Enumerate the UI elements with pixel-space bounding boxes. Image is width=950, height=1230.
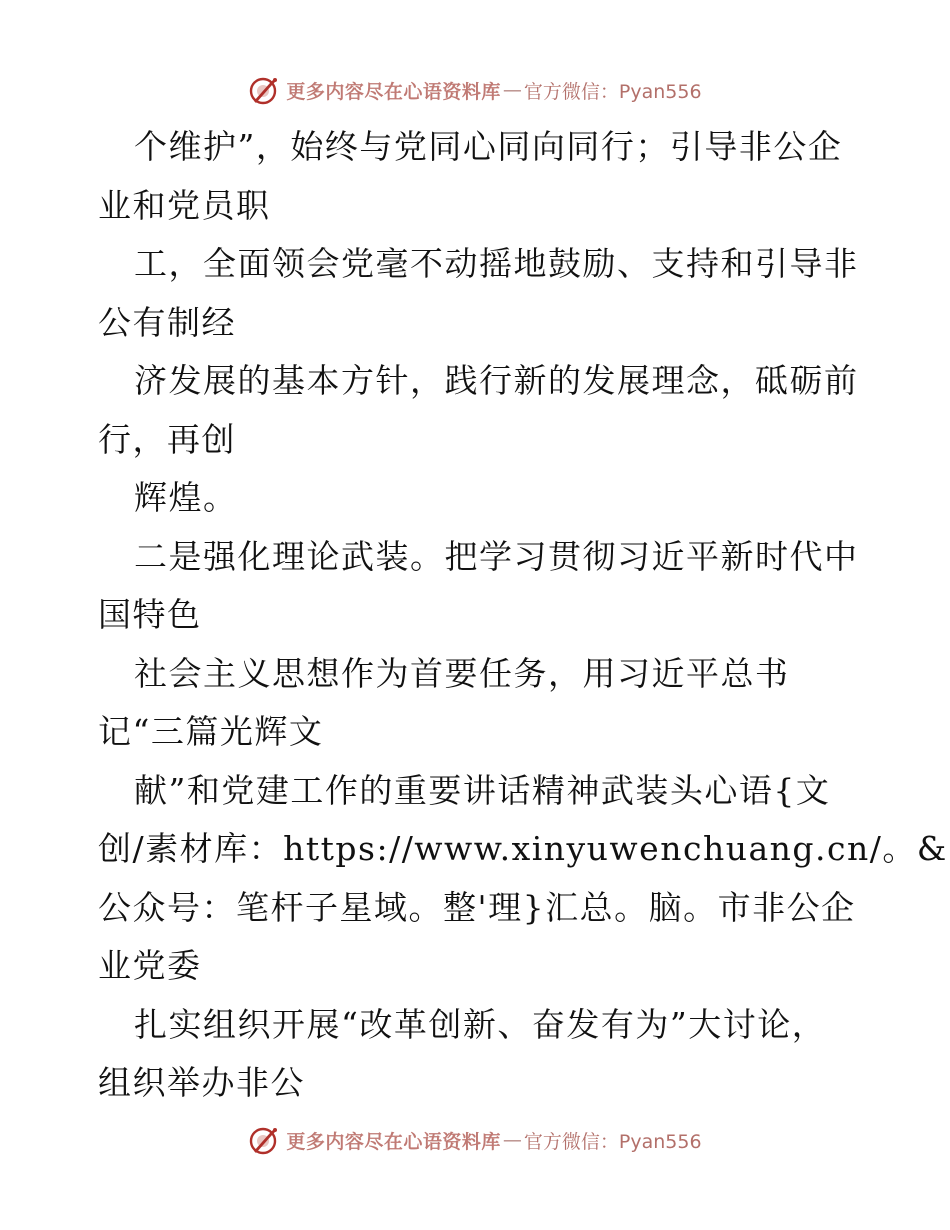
header-watermark bbox=[0, 72, 950, 108]
pen-logo-icon bbox=[248, 74, 280, 106]
watermark-separator: — bbox=[502, 1129, 522, 1151]
text-line: 二是强化理论武装。把学习贯彻习近平新时代中 bbox=[134, 536, 859, 576]
text-line: 业和党员职 bbox=[98, 185, 271, 225]
pen-logo-icon bbox=[248, 1124, 280, 1156]
watermark-site: 更多内容尽在心语资料库 bbox=[286, 80, 501, 103]
text-line: 公众号：笔杆子星域。整'理}汇总。脑。市非公企 bbox=[98, 887, 856, 927]
watermark-contact: 官方微信：Pyan556 bbox=[523, 1130, 702, 1153]
text-line: 行，再创 bbox=[98, 419, 236, 459]
text-line: 社会主义思想作为首要任务，用习近平总书 bbox=[134, 653, 790, 693]
footer-watermark bbox=[0, 1122, 950, 1158]
watermark-contact: 官方微信：Pyan556 bbox=[523, 80, 702, 103]
text-line: 扎实组织开展“改革创新、奋发有为”大讨论， bbox=[134, 1004, 827, 1044]
text-line: 国特色 bbox=[98, 595, 202, 634]
text-line: 个维护”，始终与党同心同向同行；引导非公企 bbox=[134, 127, 843, 166]
watermark-separator: — bbox=[502, 79, 522, 101]
text-line: 公有制经 bbox=[98, 302, 236, 342]
text-line: 记“三篇光辉文 bbox=[98, 712, 324, 751]
document-body bbox=[98, 118, 948, 1113]
text-line: 业党委 bbox=[98, 946, 202, 985]
text-line: 济发展的基本方针，践行新的发展理念，砥砺前 bbox=[134, 361, 859, 400]
text-line: 工，全面领会党毫不动摇地鼓励、支持和引导非 bbox=[134, 244, 859, 283]
watermark-site: 更多内容尽在心语资料库 bbox=[286, 1130, 501, 1153]
text-line: 创/素材库：https://www.xinyuwenchuang.cn/。& bbox=[98, 829, 948, 868]
text-line: 组织举办非公 bbox=[98, 1063, 305, 1102]
text-line: 辉煌。 bbox=[134, 478, 238, 517]
text-line: 献”和党建工作的重要讲话精神武装头心语{文 bbox=[134, 770, 831, 810]
